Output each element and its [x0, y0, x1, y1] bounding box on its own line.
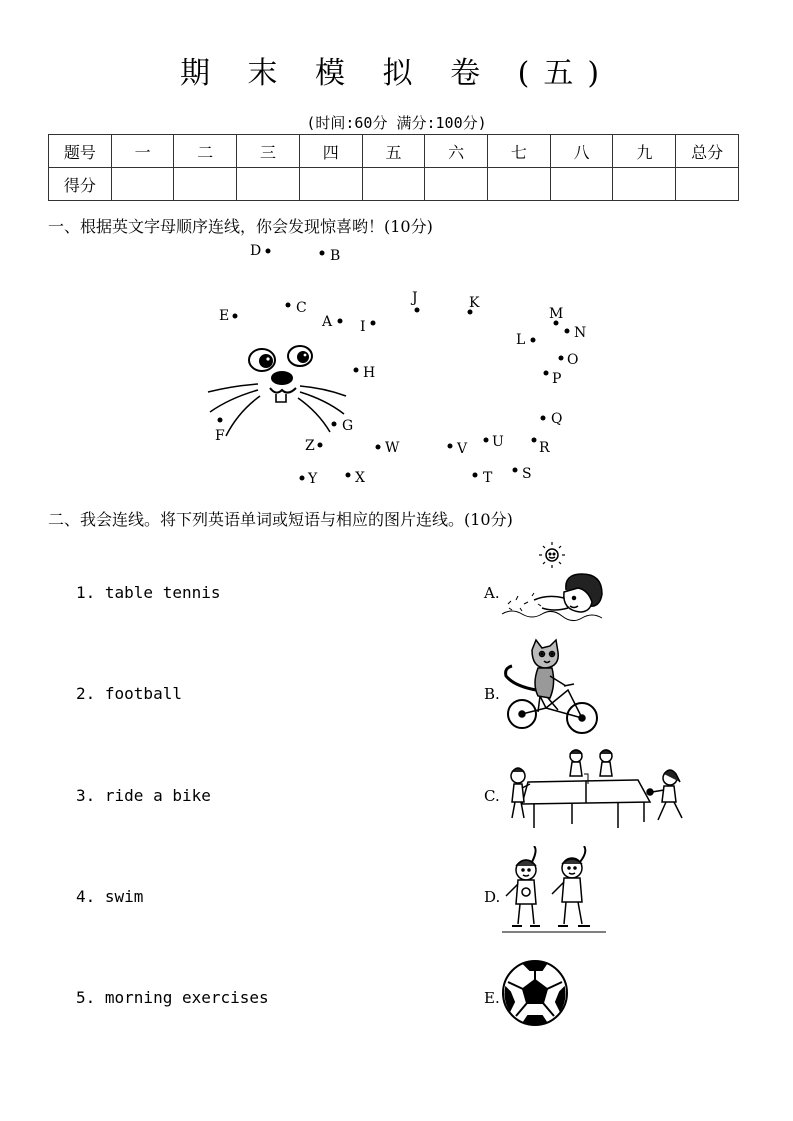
table-tennis-picture[interactable]: [498, 744, 692, 832]
label-r: R: [539, 440, 550, 456]
dot-h: [354, 368, 359, 373]
dot-g: [332, 422, 337, 427]
dot-l: [531, 338, 536, 343]
score-input-cell[interactable]: [111, 168, 174, 201]
morning-exercises-picture[interactable]: [498, 846, 610, 936]
ride-bike-picture[interactable]: [498, 636, 608, 736]
score-value-row: [49, 168, 739, 201]
score-header-cell: 九: [613, 135, 676, 168]
dot-r: [532, 438, 537, 443]
dot-to-dot-puzzle: [0, 230, 793, 500]
page-title: 期 末 模 拟 卷 (五): [179, 56, 614, 91]
label-f: F: [215, 428, 225, 444]
label-y: Y: [308, 471, 318, 487]
label-u: U: [492, 434, 504, 450]
label-g: G: [342, 418, 354, 434]
football-picture[interactable]: [500, 958, 570, 1028]
exam-info: (时间:60分 满分:100分): [306, 114, 487, 132]
score-input-cell[interactable]: [362, 168, 425, 201]
section1-title: 一、根据英文字母顺序连线，你会发现惊喜哟！(10分): [48, 217, 433, 236]
dot-y: [300, 476, 305, 481]
dot-d: [266, 249, 271, 254]
label-k: K: [469, 295, 480, 311]
dot-n: [565, 329, 570, 334]
item-football: 2. football: [76, 684, 182, 703]
dot-b: [320, 251, 325, 256]
dot-s: [513, 468, 518, 473]
score-header-cell: 六: [425, 135, 488, 168]
dot-u: [484, 438, 489, 443]
item-ride-a-bike: 3. ride a bike: [76, 786, 211, 805]
label-j: J: [412, 290, 418, 306]
dot-w: [376, 445, 381, 450]
item-morning-exercises: 5. morning exercises: [76, 988, 269, 1007]
dot-j: [415, 308, 420, 313]
score-table: [48, 134, 739, 201]
score-row-label: 得分: [49, 168, 112, 201]
label-m: M: [549, 306, 564, 322]
section2-title: 二、我会连线。将下列英语单词或短语与相应的图片连线。(10分): [48, 510, 513, 529]
dot-e: [233, 314, 238, 319]
label-v: V: [457, 441, 468, 457]
option-b-label: B.: [484, 685, 500, 703]
option-e-label: E.: [484, 989, 500, 1007]
option-a-label: A.: [484, 584, 500, 602]
score-header-cell: 三: [237, 135, 300, 168]
score-input-cell[interactable]: [550, 168, 613, 201]
item-swim: 4. swim: [76, 887, 144, 906]
label-e: E: [219, 308, 230, 324]
label-b: B: [330, 248, 341, 264]
dot-z: [318, 443, 323, 448]
score-input-cell[interactable]: [237, 168, 300, 201]
label-q: Q: [551, 411, 563, 427]
score-header-cell: 七: [488, 135, 551, 168]
label-a: A: [322, 314, 333, 330]
label-d: D: [250, 243, 262, 259]
label-p: P: [552, 371, 562, 387]
label-i: I: [360, 319, 366, 335]
score-header-row: [49, 135, 739, 168]
dot-o: [559, 356, 564, 361]
score-header-cell: 总分: [676, 135, 739, 168]
dot-p: [544, 371, 549, 376]
option-c-label: C.: [484, 787, 500, 805]
dot-c: [286, 303, 291, 308]
label-t: T: [483, 470, 493, 486]
score-header-cell: 题号: [49, 135, 112, 168]
label-c: C: [296, 300, 307, 316]
label-w: W: [385, 440, 400, 456]
score-input-cell[interactable]: [174, 168, 237, 201]
seal-face-drawing: [208, 346, 346, 436]
swimming-picture[interactable]: [498, 542, 608, 624]
score-input-cell[interactable]: [299, 168, 362, 201]
label-n: N: [574, 325, 587, 341]
score-header-cell: 四: [299, 135, 362, 168]
dot-q: [541, 416, 546, 421]
dot-i: [371, 321, 376, 326]
dot-f: [218, 418, 223, 423]
label-o: O: [567, 352, 579, 368]
dot-a: [338, 319, 343, 324]
label-h: H: [363, 365, 376, 381]
score-header-cell: 二: [174, 135, 237, 168]
dot-v: [448, 444, 453, 449]
score-header-cell: 五: [362, 135, 425, 168]
score-input-cell[interactable]: [425, 168, 488, 201]
item-table-tennis: 1. table tennis: [76, 583, 221, 602]
score-input-cell[interactable]: [676, 168, 739, 201]
option-d-label: D.: [484, 888, 501, 906]
score-input-cell[interactable]: [488, 168, 551, 201]
label-s: S: [522, 466, 532, 482]
score-header-cell: 八: [550, 135, 613, 168]
label-x: X: [355, 470, 365, 486]
dot-x: [346, 473, 351, 478]
label-l: L: [516, 332, 526, 348]
label-z: Z: [305, 438, 315, 454]
score-input-cell[interactable]: [613, 168, 676, 201]
dot-t: [473, 473, 478, 478]
score-header-cell: 一: [111, 135, 174, 168]
